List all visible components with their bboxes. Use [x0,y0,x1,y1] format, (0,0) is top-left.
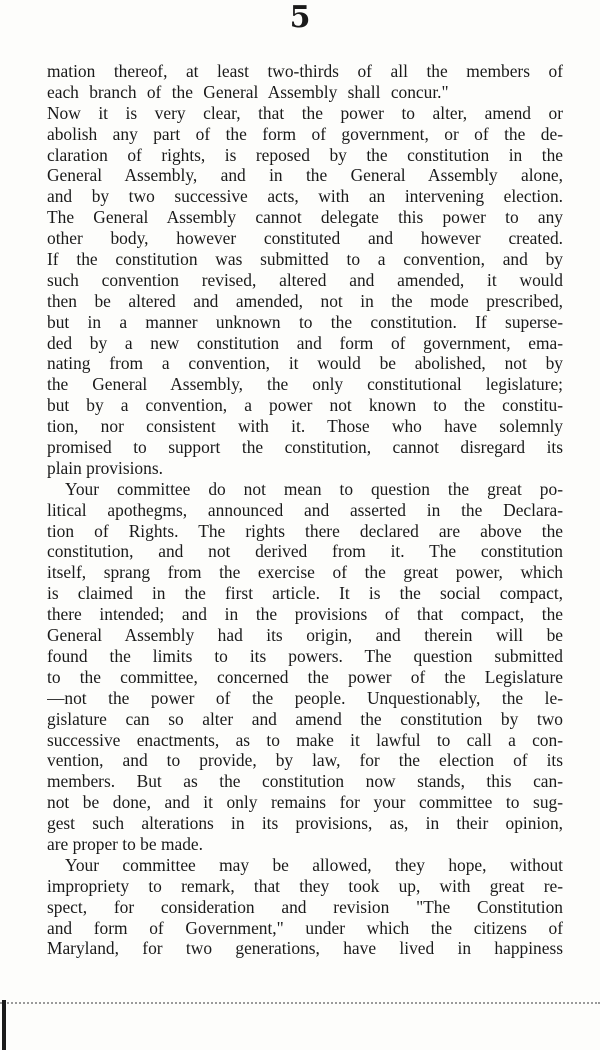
text-line: and by two successive acts, with an intervening election. [47,186,563,207]
text-line: spect, for consideration and revision "The Constitution [47,896,563,917]
text-line: and form of Government," under which the citizens of [47,917,563,938]
text-line: vention, and to provide, by law, for the election of its [47,750,563,771]
scan-margin-mark [2,1000,6,1050]
text-line: claration of rights, is reposed by the constitution in the [47,144,563,165]
text-line: —not the power of the people. Unquestionably, the le- [47,687,563,708]
text-line: to the committee, concerned the power of the Legislature [47,666,563,687]
text-line: If the constitution was submitted to a convention, and by [47,249,563,270]
text-line: mation thereof, at least two-thirds of all the members of [47,61,563,81]
text-line: ded by a new constitution and form of government, ema- [47,332,563,353]
text-line: itself, sprang from the exercise of the great power, which [47,562,563,583]
text-line: Your committee may be allowed, they hope, without [65,854,563,875]
text-line: nating from a convention, it would be abolished, not by [47,353,563,374]
text-line: each branch of the General Assembly shall concur." [47,81,449,102]
text-line: but by a convention, a power not known to the constitu- [47,395,563,416]
text-line: gest such alterations in its provisions, as, in their opinion, [47,813,563,834]
text-line: General Assembly, and in the General Assembly alone, [47,165,563,186]
text-line: tion, nor consistent with it. Those who have solemnly [47,416,563,437]
text-line: Your committee do not mean to question the great po- [65,478,563,499]
text-line: then be altered and amended, not in the mode prescribed, [47,290,563,311]
text-line: The General Assembly cannot delegate this power to any [47,207,563,228]
text-line: members. But as the constitution now stands, this can- [47,771,563,792]
text-line: plain provisions. [47,457,163,478]
text-line: is claimed in the first article. It is the social compact, [47,583,563,604]
text-line: but in a manner unknown to the constitution. If superse- [47,311,563,332]
text-line: there intended; and in the provisions of that compact, the [47,604,563,625]
text-line: Now it is very clear, that the power to alter, amend or [47,102,563,123]
text-line: such convention revised, altered and amended, it would [47,269,563,290]
text-line: found the limits to its powers. The question submitted [47,645,563,666]
text-line: the General Assembly, the only constitutional legislature; [47,374,563,395]
body-text [47,61,563,959]
text-line: litical apothegms, announced and asserted in the Declara- [47,499,563,520]
text-line: tion of Rights. The rights there declared are above the [47,520,563,541]
page-number: 5 [289,0,311,35]
scan-edge-divider [0,1002,600,1004]
text-line: constitution, and not derived from it. The constitution [47,541,563,562]
text-line: promised to support the constitution, cannot disregard its [47,437,563,458]
text-line: General Assembly had its origin, and therein will be [47,625,563,646]
text-line: not be done, and it only remains for your committee to sug- [47,792,563,813]
text-line: abolish any part of the form of government, or of the de- [47,123,563,144]
text-line: Maryland, for two generations, have lived in happiness [47,938,563,959]
text-line: are proper to be made. [47,833,203,854]
text-line: gislature can so alter and amend the constitution by two [47,708,563,729]
text-line: other body, however constituted and however created. [47,228,563,249]
text-line: successive enactments, as to make it lawful to call a con- [47,729,563,750]
text-line: impropriety to remark, that they took up, with great re- [47,875,563,896]
